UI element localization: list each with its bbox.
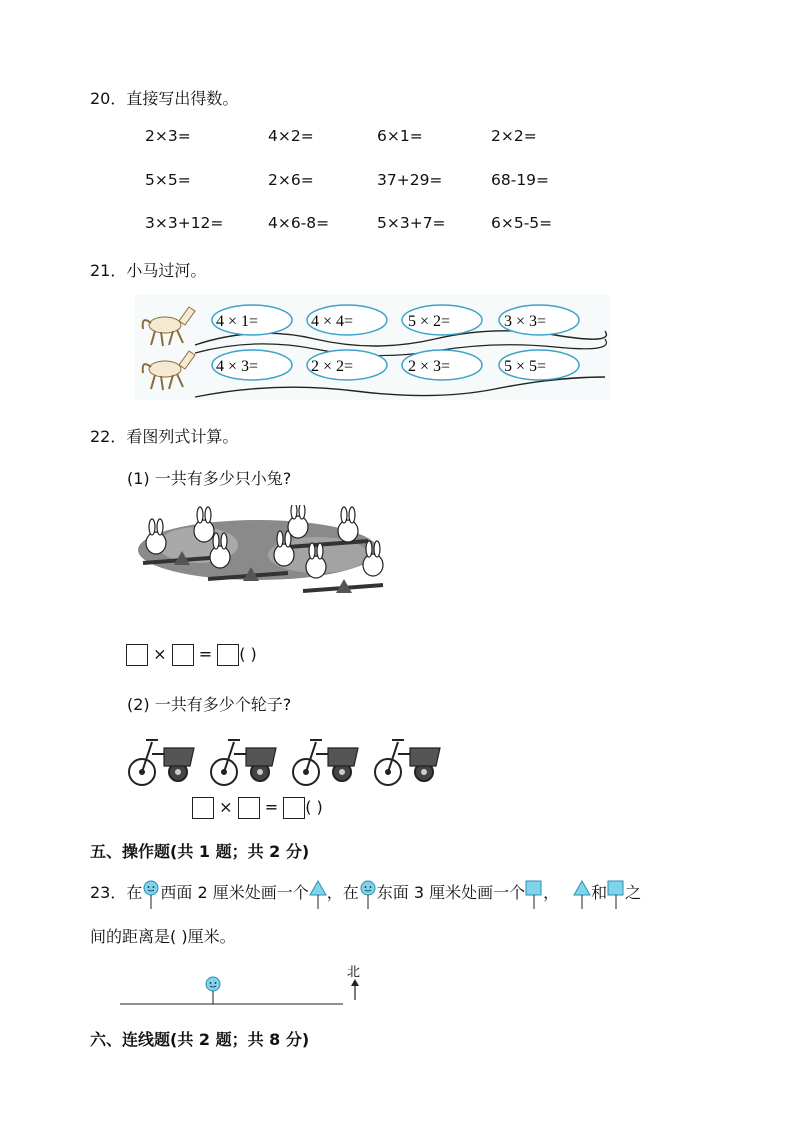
oval-expr: 5 × 5= — [504, 358, 547, 375]
equals-sign: = — [198, 644, 213, 664]
q23-text: ，在 — [326, 883, 359, 902]
expr: 4×6-8= — [268, 214, 330, 232]
equals-sign: = — [264, 797, 279, 817]
rabbit-icon — [288, 505, 308, 538]
answer-box[interactable] — [192, 797, 214, 819]
q23-text: ， — [543, 883, 560, 902]
rabbit-icon — [146, 519, 166, 554]
direction-diagram — [115, 962, 375, 1010]
river-figure — [135, 295, 610, 400]
times-sign: × — [219, 797, 233, 817]
balloon-icon — [359, 880, 377, 910]
oval-expr: 4 × 4= — [311, 313, 354, 330]
expr: 37+29= — [377, 171, 443, 189]
expr: 4×2= — [268, 127, 314, 145]
q21-title: 21．小马过河。 — [90, 261, 207, 280]
answer-box[interactable] — [172, 644, 194, 666]
expr: 2×3= — [145, 127, 191, 145]
expr: 6×5-5= — [491, 214, 553, 232]
rabbit-icon — [194, 507, 214, 542]
oval-expr: 2 × 3= — [408, 358, 451, 375]
q23-text: 23．在 — [90, 883, 143, 902]
triangle-flag-icon — [573, 880, 591, 910]
q22-part1: (1) 一共有多少只小兔? — [127, 469, 292, 488]
q23-line1 — [90, 880, 641, 910]
times-sign: × — [153, 644, 167, 664]
expr: 2×2= — [491, 127, 537, 145]
oval-expr: 4 × 1= — [216, 313, 259, 330]
unit-blank[interactable]: ( ) — [305, 797, 323, 817]
tricycles-figure — [128, 730, 448, 790]
q23-line2: 间的距离是( )厘米。 — [90, 927, 236, 946]
expr: 5×3+7= — [377, 214, 446, 232]
answer-box[interactable] — [126, 644, 148, 666]
expr: 2×6= — [268, 171, 314, 189]
q23-text: 东面 3 厘米处画一个 — [376, 883, 526, 902]
balloon-icon — [206, 977, 220, 1004]
square-flag-icon — [525, 880, 543, 910]
q22-title: 22．看图列式计算。 — [90, 427, 239, 446]
q23-text: 之 — [625, 883, 642, 902]
oval-expr: 5 × 2= — [408, 313, 451, 330]
answer-box[interactable] — [238, 797, 260, 819]
north-arrow-icon — [351, 979, 359, 1000]
rabbits-seesaw-figure — [138, 505, 393, 600]
expr: 5×5= — [145, 171, 191, 189]
section-5-heading: 五、操作题(共 1 题；共 2 分) — [90, 842, 310, 861]
q20-title: 20．直接写出得数。 — [90, 89, 239, 108]
section-6-heading: 六、连线题(共 2 题；共 8 分) — [90, 1030, 310, 1049]
q23-text: 西面 2 厘米处画一个 — [160, 883, 309, 902]
unit-blank[interactable]: ( ) — [239, 644, 257, 664]
q23-text: 和 — [591, 883, 608, 902]
expr: 6×1= — [377, 127, 423, 145]
answer-box[interactable] — [283, 797, 305, 819]
q22-answer-row-1 — [126, 644, 257, 666]
answer-box[interactable] — [217, 644, 239, 666]
rabbit-icon — [338, 507, 358, 542]
expr: 68-19= — [491, 171, 550, 189]
oval-expr: 2 × 2= — [311, 358, 354, 375]
expr: 3×3+12= — [145, 214, 224, 232]
tricycle-icon — [129, 740, 194, 785]
north-label: 北 — [347, 965, 361, 980]
q22-part2: (2) 一共有多少个轮子? — [127, 695, 292, 714]
q22-answer-row-2 — [192, 797, 323, 819]
balloon-icon — [142, 880, 160, 910]
triangle-flag-icon — [309, 880, 327, 910]
oval-expr: 4 × 3= — [216, 358, 259, 375]
square-flag-icon — [607, 880, 625, 910]
oval-expr: 3 × 3= — [504, 313, 547, 330]
